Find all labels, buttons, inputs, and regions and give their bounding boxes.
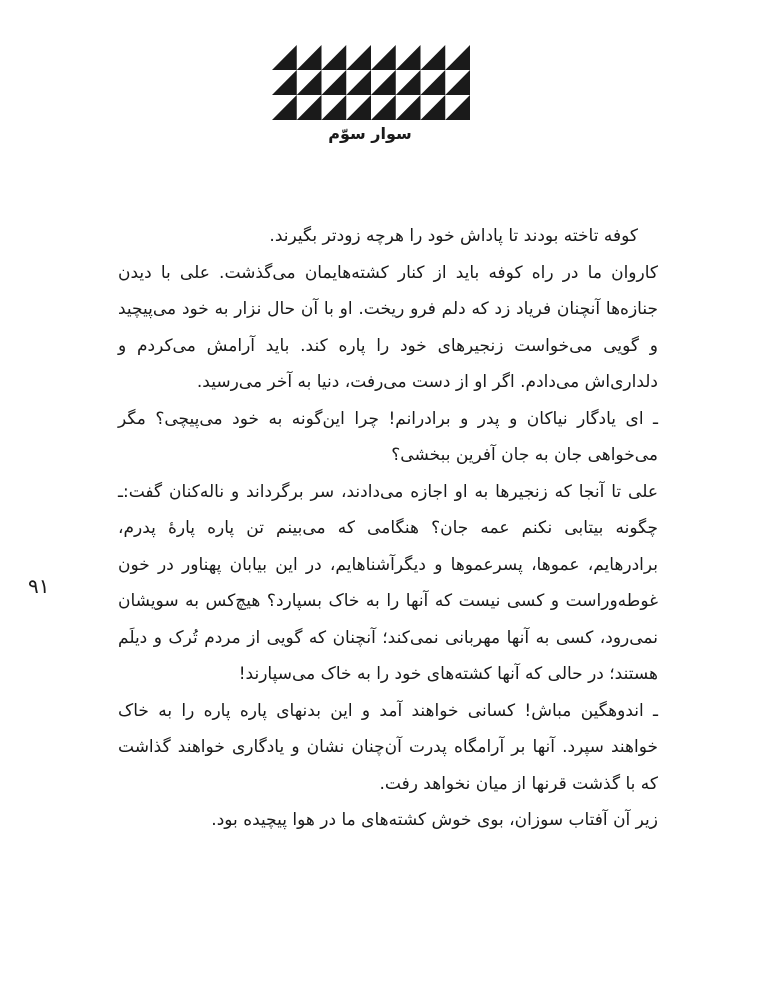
triangle-mark xyxy=(396,95,421,120)
triangle-mark xyxy=(421,70,446,95)
triangle-mark xyxy=(272,70,297,95)
paragraph: علی تا آنجا که زنجیرها به او اجازه می‌دادند، سر برگرداند و نالەکنان گفت:ـ چگونه بیتابی نکنم عمه جان؟ هنگامی که می‌بینم تن پاره پارهٔ پدرم، برادرهایم، عموها، پسرعموها و دیگرآشناهایم، در این بیابان پهناور در خون غوطه‌وراست و کسی نیست که آنها را به خاک بسپارد؟ هیچ‌کس به سویشان نمی‌رود، کسی به آنها مهربانی نمی‌کند؛ آنچنان که گویی از مردم تُرک و دیلَم هستند؛ در حالی که آنها کشته‌های خود را به خاک می‌سپارند! xyxy=(118,481,658,684)
chapter-title: سوار سوّم xyxy=(328,124,412,143)
paragraph: کوفه تاخته بودند تا پاداش خود را هرچه زودتر بگیرند. xyxy=(269,226,638,246)
triangle-mark xyxy=(396,70,421,95)
triangle-mark xyxy=(421,45,446,70)
triangle-mark xyxy=(322,95,347,120)
triangle-mark xyxy=(346,45,371,70)
paragraph: کاروان ما در راه کوفه باید از کنار کشته‌هایمان می‌گذشت. علی با دیدن جنازه‌ها آنچنان فریاد زد که دلم فرو ریخت. او با آن حال نزار به خود می‌پیچید و گویی می‌خواست زنجیرهای خود را پاره کند. باید آرامش می‌کردم و دلداری‌اش می‌دادم. اگر او از دست می‌رفت، دنیا به آخر می‌رسید. xyxy=(118,262,658,392)
triangle-mark xyxy=(371,95,396,120)
triangle-mark xyxy=(272,95,297,120)
triangle-mark xyxy=(371,45,396,70)
paragraph: زیر آن آفتاب سوزان، بوی خوش کشته‌های ما در هوا پیچیده بود. xyxy=(211,810,658,830)
triangle-mark xyxy=(297,45,322,70)
triangle-mark xyxy=(445,70,470,95)
paragraph: ـ اندوهگین مباش! کسانی خواهند آمد و این بدنهای پاره پاره را به خاک خواهند سپرد. آنها بر آرامگاه پدرت آن‌چنان نشان و یادگاری خواهند گذاشت که با گذشت قرنها از میان نخواهد رفت. xyxy=(118,700,658,794)
triangle-mark xyxy=(322,45,347,70)
triangle-mark xyxy=(396,45,421,70)
triangle-mark xyxy=(297,70,322,95)
triangle-mark xyxy=(421,95,446,120)
triangle-mark xyxy=(322,70,347,95)
triangle-mark xyxy=(272,45,297,70)
triangle-pattern-icon xyxy=(272,45,470,120)
triangle-mark xyxy=(346,95,371,120)
triangle-mark xyxy=(445,95,470,120)
body-text xyxy=(118,218,658,839)
triangle-mark xyxy=(297,95,322,120)
page-number: ۹۱ xyxy=(28,574,50,598)
triangle-mark xyxy=(346,70,371,95)
triangle-mark xyxy=(445,45,470,70)
triangle-mark xyxy=(371,70,396,95)
paragraph: ـ ای یادگار نیاکان و پدر و برادرانم! چرا این‌گونه به خود می‌پیچی؟ مگر می‌خواهی جان به جان آفرین ببخشی؟ xyxy=(118,408,658,465)
